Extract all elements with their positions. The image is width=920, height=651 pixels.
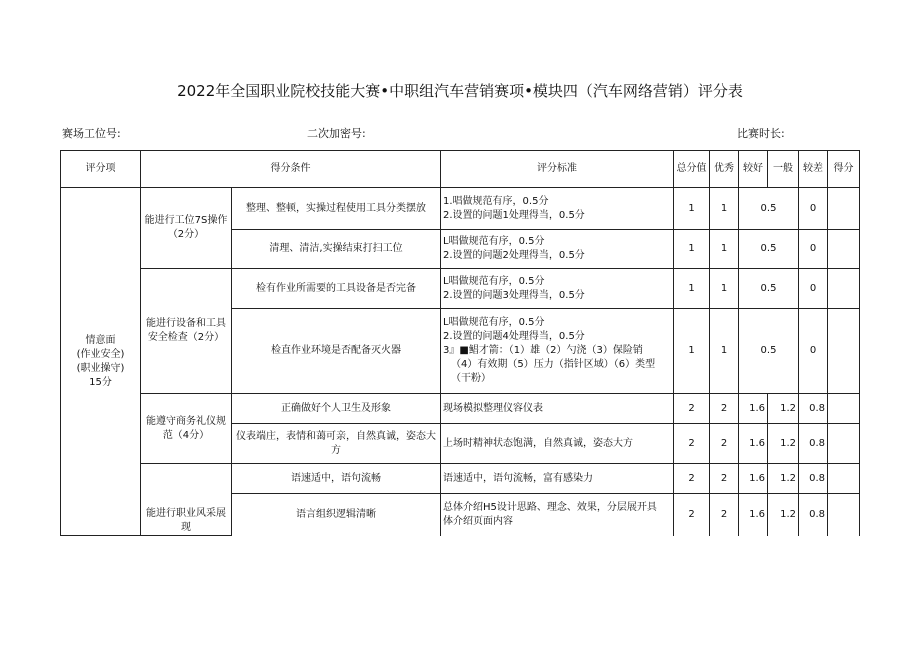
excellent-cell: 2 (710, 424, 739, 464)
standard-line: 总体介绍H5设计思路、理念、效果，分层展开具 (443, 501, 657, 513)
good-cell: 1.6 (739, 494, 768, 536)
score-cell (828, 494, 860, 536)
header-item: 评分项 (61, 151, 141, 188)
good-cell: 1.6 (739, 464, 768, 494)
average-cell: 1.2 (768, 494, 799, 536)
encryption-code-label: 二次加密号: (307, 127, 366, 140)
total-cell: 2 (674, 464, 710, 494)
excellent-cell: 2 (710, 394, 739, 424)
condition-cell: 检直作业环境是否配备灭火器 (232, 309, 441, 394)
standard-line: L唱做规范有序，0.5分 (443, 236, 545, 247)
good-average-cell: 0.5 (739, 230, 799, 269)
total-cell: 1 (674, 230, 710, 269)
standard-line: 2.设置的问题4处理得当，0.5分 (443, 331, 585, 342)
group-cell-7s: 能进行工位7S操作（2分） (141, 188, 232, 269)
score-cell (828, 309, 860, 394)
score-cell (828, 394, 860, 424)
standard-cell: 上场时精神状态饱满，自然真诚，姿态大方 (441, 424, 674, 464)
document-title: 2022年全国职业院校技能大赛•中职组汽车营销赛项•模块四（汽车网络营销）评分表 (177, 82, 743, 100)
good-average-cell: 0.5 (739, 309, 799, 394)
standard-cell (441, 309, 674, 394)
category-sub-2: (职业操守) (76, 362, 125, 374)
category-name: 情意面 (85, 334, 116, 346)
condition-cell: 正确做好个人卫生及形象 (232, 394, 441, 424)
excellent-cell: 1 (710, 269, 739, 309)
excellent-cell: 2 (710, 494, 739, 536)
standard-line: 2.设置的问题2处理得当，0.5分 (443, 250, 585, 261)
scoring-table (60, 150, 860, 536)
standard-line: L唱做规范有序，0.5分 (443, 317, 545, 328)
average-cell: 1.2 (768, 464, 799, 494)
table-row (61, 269, 860, 309)
poor-cell: 0.8 (799, 464, 828, 494)
header-row (61, 151, 860, 188)
score-cell (828, 464, 860, 494)
good-cell: 1.6 (739, 424, 768, 464)
condition-cell: 清理、清洁,实操结束打扫工位 (232, 230, 441, 269)
group-cell-etiquette: 能遵守商务礼仪规范（4分） (141, 394, 232, 464)
standard-line: 2.设置的问题1处理得当，0.5分 (443, 209, 585, 221)
standard-line: 体介绍页面内容 (443, 515, 513, 527)
good-cell: 1.6 (739, 394, 768, 424)
good-average-cell: 0.5 (739, 188, 799, 230)
header-average: 一般 (768, 151, 799, 188)
excellent-cell: 1 (710, 309, 739, 394)
category-sub-1: (作业安全) (76, 348, 125, 360)
poor-cell: 0.8 (799, 424, 828, 464)
poor-cell: 0.8 (799, 494, 828, 536)
standard-line: 2.设置的问题3处理得当，0.5分 (443, 289, 585, 301)
condition-cell: 检有作业所需要的工具设备是否完备 (232, 269, 441, 309)
poor-cell: 0 (799, 188, 828, 230)
standard-line: （4）有效期（5）压力（指针区域）（6）类型 (451, 359, 656, 370)
group-cell-demeanor: 能进行职业风采展现 (141, 464, 232, 536)
score-cell (828, 424, 860, 464)
excellent-cell: 1 (710, 188, 739, 230)
poor-cell: 0 (799, 230, 828, 269)
standard-line: 1.唱做规范有序，0.5分 (443, 195, 549, 207)
standard-cell (441, 230, 674, 269)
total-cell: 2 (674, 394, 710, 424)
poor-cell: 0 (799, 269, 828, 309)
score-cell (828, 230, 860, 269)
poor-cell: 0 (799, 309, 828, 394)
condition-cell: 语言组织逻辑清晰 (232, 494, 441, 536)
header-good: 较好 (739, 151, 768, 188)
header-score: 得分 (828, 151, 860, 188)
total-cell: 1 (674, 188, 710, 230)
good-average-cell: 0.5 (739, 269, 799, 309)
total-cell: 2 (674, 424, 710, 464)
header-condition: 得分条件 (141, 151, 441, 188)
excellent-cell: 2 (710, 464, 739, 494)
score-cell (828, 269, 860, 309)
table-row (61, 394, 860, 424)
category-points: 15分 (89, 376, 112, 388)
category-cell (61, 188, 141, 536)
poor-cell: 0.8 (799, 394, 828, 424)
header-standard: 评分标准 (441, 151, 674, 188)
standard-cell: 语速适中，语句流畅，富有感染力 (441, 464, 674, 494)
condition-cell: 仪表端庄，表情和蔼可亲，自然真诚，姿态大方 (232, 424, 441, 464)
station-number-label: 赛场工位号: (62, 127, 121, 140)
condition-cell: 整理、整顿，实操过程使用工具分类摆放 (232, 188, 441, 230)
score-cell (828, 188, 860, 230)
condition-cell: 语速适中，语句流畅 (232, 464, 441, 494)
average-cell: 1.2 (768, 394, 799, 424)
header-poor: 较差 (799, 151, 828, 188)
standard-line: （干粉） (451, 373, 491, 384)
total-cell: 1 (674, 309, 710, 394)
standard-cell (441, 269, 674, 309)
duration-label: 比赛时长: (737, 127, 785, 140)
header-excellent: 优秀 (710, 151, 739, 188)
standard-line: 3』■鲳才箭：（1）雄（2）勺浇（3）保险销 (443, 345, 643, 356)
total-cell: 1 (674, 269, 710, 309)
total-cell: 2 (674, 494, 710, 536)
standard-cell (441, 494, 674, 536)
excellent-cell: 1 (710, 230, 739, 269)
standard-cell: 现场模拟整理仪容仪表 (441, 394, 674, 424)
table-row (61, 464, 860, 494)
standard-line: L唱做规范有序，0.5分 (443, 275, 545, 287)
table-row (61, 188, 860, 230)
average-cell: 1.2 (768, 424, 799, 464)
header-total: 总分值 (674, 151, 710, 188)
standard-cell (441, 188, 674, 230)
group-cell-safety: 能进行设备和工具安全检查（2分） (141, 269, 232, 394)
